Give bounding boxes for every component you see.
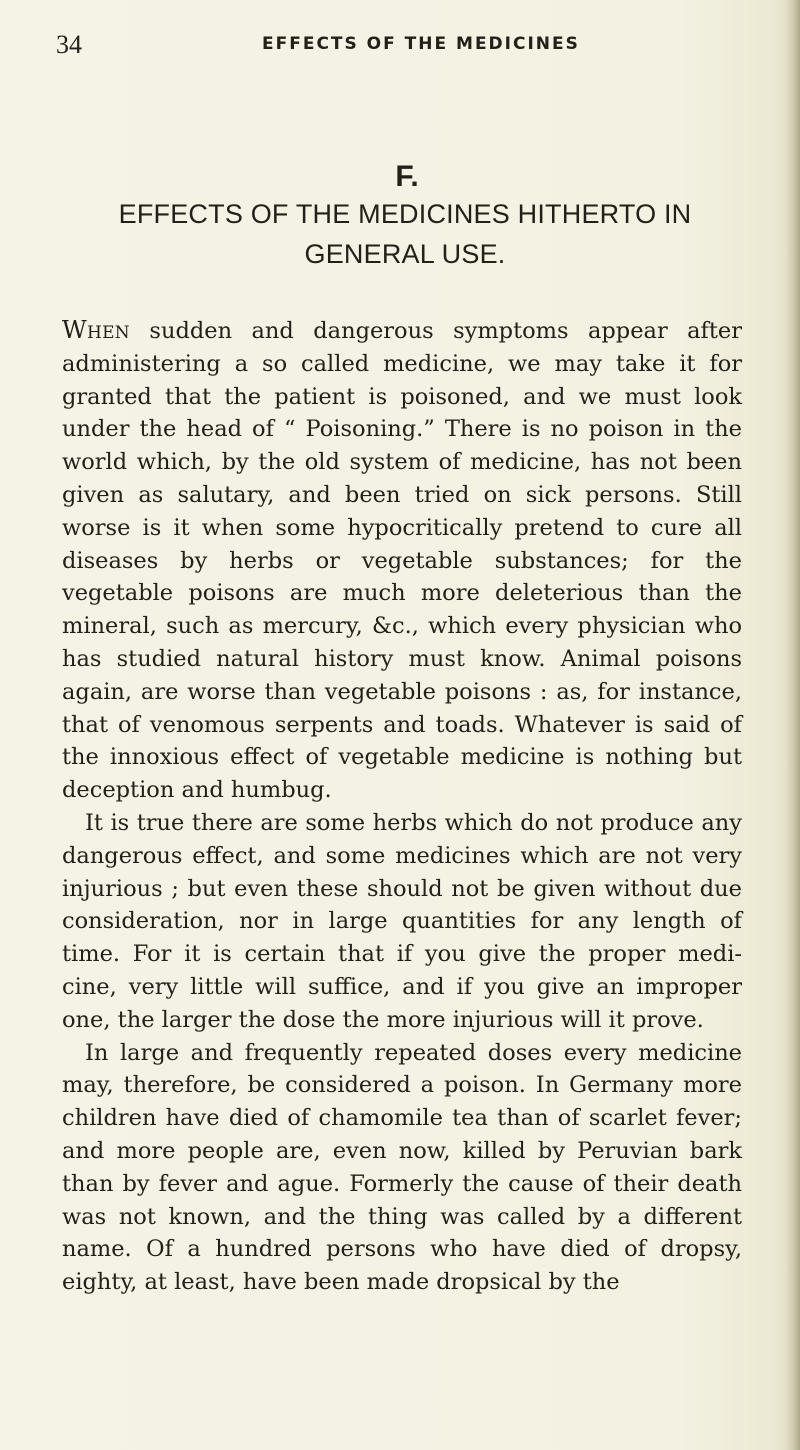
page-edge-shadow	[786, 0, 800, 1450]
paragraph-1-text: sudden and dangerous symptoms appear after administering a so called medicine, we may take it for granted that the patient is poisoned, and we must look under the head of “ Poisoning.” There is no poison in the world which, by the old system of medicine, has not been given as salutary, and been tried on sick persons. Still worse is it when some hypocritically pretend to cure all diseases by herbs or vegetable substances; for the vegetable poisons are much more deleterious than the mineral, such as mercury, &c., which every physician who has studied natural history must know. Animal poisons again, are worse than vegetable poisons : as, for instance, that of venomous serpents and toads. Whatever is said of the innoxious effect of vegetable medicine is nothing but deception and humbug.	[62, 318, 742, 804]
page-number: 34	[56, 30, 82, 59]
chapter-title: EFFECTS OF THE MEDICINES HITHERTO IN GENERAL USE.	[118, 199, 692, 269]
paragraph-3: In large and frequently repeated doses every medicine may, therefore, be considered a poison. In Germany more children have died of chamomile tea than of scarlet fever; and more people are, even now, killed by Peruvian bark than by fever and ague. Formerly the cause of their death was not known, and the thing was called by a different name. Of a hundred persons who have died of dropsy, eighty, at least, have been made dropsical by the	[62, 1039, 742, 1296]
running-title: EFFECTS OF THE MEDICINES	[262, 34, 580, 54]
paragraph-lead-word: When	[62, 316, 130, 344]
body-text	[62, 314, 742, 1299]
paragraph-1	[62, 314, 742, 807]
section-letter: F.	[395, 160, 419, 193]
running-head	[56, 30, 756, 60]
paragraph-2: It is true there are some herbs which do not produce any dangerous effect, and some medicines which are not very injurious ; but even these should not be given without due consideration, nor in large quantities for any length of time. For it is certain that if you give the proper medi- cine, very little will suffice, and if you give an improper one, the larger the dose the more injurious will it prove.	[62, 809, 742, 1033]
